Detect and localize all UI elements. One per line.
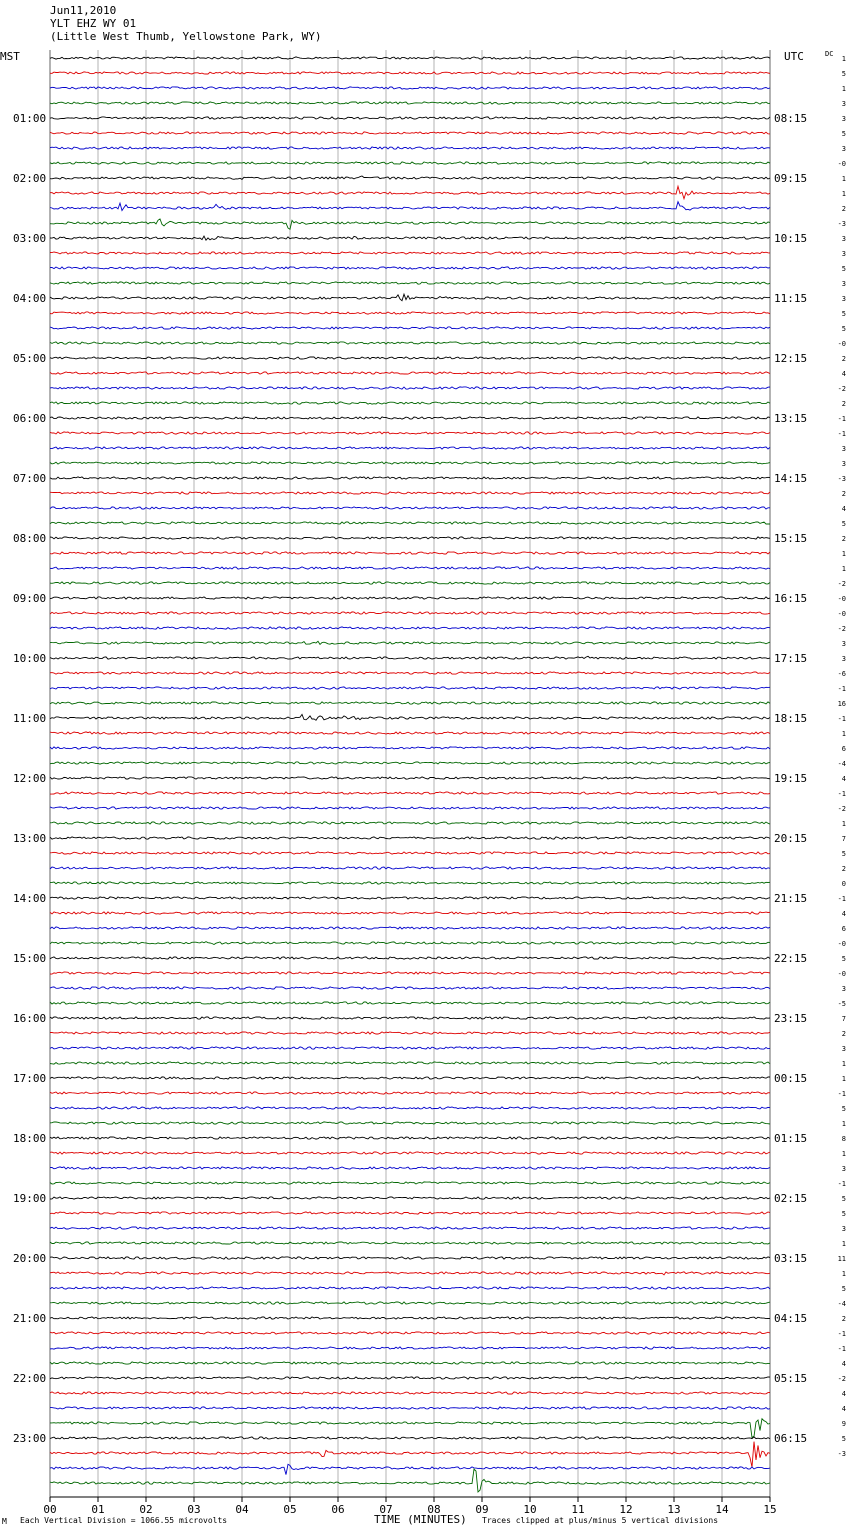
dc-offset-label: 3	[841, 1045, 846, 1053]
trace-line	[50, 1137, 770, 1139]
trace-line	[50, 1197, 770, 1199]
trace-line	[50, 1407, 770, 1409]
x-tick-label: 12	[619, 1503, 633, 1516]
left-hour-labels	[13, 112, 46, 1445]
trace-line	[50, 762, 770, 764]
header-station: YLT EHZ WY 01	[50, 17, 137, 30]
dc-offset-label: -2	[837, 580, 846, 588]
seismic-traces	[50, 57, 770, 1492]
trace-line	[50, 1152, 770, 1154]
trace-line	[50, 477, 770, 479]
left-hour-label: 04:00	[13, 292, 47, 305]
trace-line	[50, 282, 770, 284]
trace-line	[50, 1377, 770, 1379]
trace-line	[50, 987, 770, 989]
dc-offset-label: 6	[841, 925, 846, 933]
dc-offset-label: 3	[841, 1165, 846, 1173]
trace-line	[50, 897, 770, 899]
dc-offset-label: -0	[837, 160, 846, 168]
left-timezone-label: MST	[0, 50, 20, 63]
dc-offset-label: -2	[837, 1375, 846, 1383]
dc-offset-label: 1	[841, 55, 846, 63]
trace-line	[50, 912, 770, 914]
trace-line	[50, 1002, 770, 1004]
right-hour-label: 17:15	[774, 652, 808, 665]
trace-line	[50, 1077, 770, 1079]
dc-offset-labels	[838, 55, 846, 1458]
left-hour-label: 22:00	[13, 1372, 47, 1385]
dc-offset-label: 5	[841, 1195, 846, 1203]
right-hour-label: 21:15	[774, 892, 808, 905]
right-hour-label: 05:15	[774, 1372, 808, 1385]
trace-line	[50, 387, 770, 389]
dc-offset-label: 16	[837, 700, 846, 708]
right-hour-label: 04:15	[774, 1312, 808, 1325]
dc-offset-label: -3	[837, 1450, 846, 1458]
right-hour-label: 01:15	[774, 1132, 808, 1145]
trace-line	[50, 507, 770, 509]
right-hour-label: 03:15	[774, 1252, 808, 1265]
trace-line	[50, 882, 770, 884]
trace-line	[50, 627, 770, 629]
trace-line	[50, 1122, 770, 1124]
trace-line	[50, 462, 770, 464]
dc-offset-label: 3	[841, 655, 846, 663]
dc-offset-label: 5	[841, 1105, 846, 1113]
dc-offset-label: -1	[837, 1180, 846, 1188]
right-hour-label: 19:15	[774, 772, 808, 785]
dc-offset-label: 2	[841, 535, 846, 543]
trace-line	[50, 822, 770, 824]
x-tick-label: 09	[475, 1503, 489, 1516]
dc-offset-label: 1	[841, 85, 846, 93]
trace-line	[50, 186, 770, 198]
dc-offset-label: 5	[841, 1285, 846, 1293]
trace-line	[50, 807, 770, 809]
trace-line	[50, 147, 770, 149]
trace-line	[50, 1317, 770, 1319]
dc-offset-label: 3	[841, 460, 846, 468]
dc-offset-label: 1	[841, 175, 846, 183]
trace-line	[50, 567, 770, 569]
dc-offset-label: 1	[841, 1060, 846, 1068]
trace-line	[50, 1437, 770, 1439]
dc-offset-label: -0	[837, 595, 846, 603]
dc-offset-label: -1	[837, 685, 846, 693]
dc-offset-label: 3	[841, 1225, 846, 1233]
dc-offset-label: 5	[841, 325, 846, 333]
trace-line	[50, 1302, 770, 1304]
dc-offset-label: 4	[841, 1360, 846, 1368]
trace-line	[50, 552, 770, 554]
left-hour-label: 14:00	[13, 892, 47, 905]
dc-offset-label: 1	[841, 1075, 846, 1083]
trace-line	[50, 1032, 770, 1034]
trace-line	[50, 117, 770, 119]
dc-offset-label: 11	[837, 1255, 846, 1263]
trace-line	[50, 1464, 770, 1474]
dc-offset-label: 4	[841, 505, 846, 513]
trace-line	[50, 1469, 770, 1492]
trace-line	[50, 1092, 770, 1094]
x-tick-label: 15	[763, 1503, 777, 1516]
trace-line	[50, 1182, 770, 1184]
dc-offset-label: 8	[841, 1135, 846, 1143]
trace-line	[50, 102, 770, 104]
right-hour-label: 08:15	[774, 112, 808, 125]
dc-offset-label: 2	[841, 205, 846, 213]
trace-line	[50, 1392, 770, 1394]
trace-line	[50, 312, 770, 314]
dc-offset-label: 3	[841, 985, 846, 993]
trace-line	[50, 1332, 770, 1334]
dc-offset-label: 7	[841, 1015, 846, 1023]
dc-offset-label: 5	[841, 1210, 846, 1218]
dc-offset-label: 5	[841, 1435, 846, 1443]
dc-offset-label: 4	[841, 775, 846, 783]
trace-line	[50, 1442, 770, 1468]
trace-line	[50, 957, 770, 959]
left-hour-label: 06:00	[13, 412, 47, 425]
dc-offset-label: -1	[837, 790, 846, 798]
trace-line	[50, 372, 770, 374]
x-tick-label: 03	[187, 1503, 201, 1516]
trace-line	[50, 927, 770, 929]
trace-line	[50, 714, 770, 720]
x-tick-label: 11	[571, 1503, 585, 1516]
trace-line	[50, 972, 770, 974]
dc-offset-label: -1	[837, 415, 846, 423]
dc-offset-label: -0	[837, 970, 846, 978]
right-hour-label: 18:15	[774, 712, 808, 725]
dc-offset-label: 1	[841, 730, 846, 738]
trace-line	[50, 1017, 770, 1019]
dc-offset-label: 5	[841, 955, 846, 963]
left-hour-label: 20:00	[13, 1252, 47, 1265]
x-tick-label: 00	[43, 1503, 57, 1516]
dc-offset-label: 3	[841, 100, 846, 108]
dc-offset-label: 3	[841, 295, 846, 303]
dc-offset-label: -3	[837, 475, 846, 483]
right-timezone-label: UTC	[784, 50, 804, 63]
trace-line	[50, 702, 770, 704]
right-hour-label: 00:15	[774, 1072, 808, 1085]
x-tick-label: 07	[379, 1503, 393, 1516]
trace-line	[50, 202, 770, 211]
dc-offset-label: 1	[841, 190, 846, 198]
trace-line	[50, 357, 770, 359]
x-tick-label: 02	[139, 1503, 153, 1516]
trace-line	[50, 1107, 770, 1109]
trace-line	[50, 1062, 770, 1064]
right-hour-label: 23:15	[774, 1012, 808, 1025]
dc-header-label: DC	[825, 50, 834, 58]
trace-line	[50, 582, 770, 584]
trace-line	[50, 417, 770, 419]
trace-line	[50, 792, 770, 794]
trace-line	[50, 432, 770, 434]
dc-offset-label: 3	[841, 235, 846, 243]
trace-line	[50, 1347, 770, 1349]
trace-line	[50, 777, 770, 779]
dc-offset-label: 3	[841, 145, 846, 153]
left-hour-label: 07:00	[13, 472, 47, 485]
trace-line	[50, 1272, 770, 1275]
left-hour-label: 15:00	[13, 952, 47, 965]
dc-offset-label: 1	[841, 820, 846, 828]
trace-line	[50, 1362, 770, 1364]
dc-offset-label: 3	[841, 445, 846, 453]
right-hour-label: 16:15	[774, 592, 808, 605]
dc-offset-label: 5	[841, 70, 846, 78]
right-hour-label: 22:15	[774, 952, 808, 965]
trace-line	[50, 294, 770, 301]
dc-offset-label: 2	[841, 355, 846, 363]
trace-line	[50, 942, 770, 945]
right-hour-label: 12:15	[774, 352, 808, 365]
trace-line	[50, 57, 770, 59]
right-hour-label: 09:15	[774, 172, 808, 185]
dc-offset-label: 5	[841, 130, 846, 138]
trace-line	[50, 176, 770, 179]
dc-offset-label: -0	[837, 340, 846, 348]
dc-offset-label: 3	[841, 280, 846, 288]
trace-line	[50, 522, 770, 524]
dc-offset-label: 0	[841, 880, 846, 888]
dc-offset-label: -1	[837, 1345, 846, 1353]
x-tick-label: 05	[283, 1503, 297, 1516]
dc-offset-label: -1	[837, 430, 846, 438]
trace-line	[50, 132, 770, 134]
trace-line	[50, 747, 770, 749]
trace-line	[50, 1227, 770, 1229]
dc-offset-label: 4	[841, 910, 846, 918]
left-hour-label: 16:00	[13, 1012, 47, 1025]
right-hour-label: 02:15	[774, 1192, 808, 1205]
dc-offset-label: -1	[837, 715, 846, 723]
x-axis-title: TIME (MINUTES)	[374, 1513, 467, 1526]
dc-offset-label: 5	[841, 265, 846, 273]
dc-offset-label: 7	[841, 835, 846, 843]
dc-offset-label: 1	[841, 1120, 846, 1128]
trace-line	[50, 687, 770, 689]
trace-line	[50, 1167, 770, 1169]
left-hour-label: 09:00	[13, 592, 47, 605]
x-tick-label: 01	[91, 1503, 105, 1516]
trace-line	[50, 597, 770, 599]
left-hour-label: 05:00	[13, 352, 47, 365]
dc-offset-label: 2	[841, 865, 846, 873]
dc-offset-label: 4	[841, 1390, 846, 1398]
right-hour-labels	[774, 112, 807, 1445]
left-hour-label: 23:00	[13, 1432, 47, 1445]
header-date: Jun11,2010	[50, 4, 117, 17]
dc-offset-label: 3	[841, 115, 846, 123]
dc-offset-label: 6	[841, 745, 846, 753]
trace-line	[50, 672, 770, 674]
header-location: (Little West Thumb, Yellowstone Park, WY)	[50, 30, 322, 43]
left-hour-label: 01:00	[13, 112, 47, 125]
scale-note: Each Vertical Division = 1066.55 microvolts	[20, 1516, 228, 1525]
dc-offset-label: -2	[837, 385, 846, 393]
left-hour-label: 17:00	[13, 1072, 47, 1085]
trace-line	[50, 236, 770, 240]
trace-line	[50, 641, 770, 644]
right-hour-label: 06:15	[774, 1432, 808, 1445]
trace-line	[50, 656, 770, 659]
trace-line	[50, 492, 770, 494]
right-hour-label: 11:15	[774, 292, 808, 305]
dc-offset-label: 9	[841, 1420, 846, 1428]
x-tick-label: 10	[523, 1503, 537, 1516]
x-tick-label: 14	[715, 1503, 729, 1516]
dc-offset-label: 5	[841, 520, 846, 528]
right-hour-label: 20:15	[774, 832, 808, 845]
dc-offset-label: -6	[837, 670, 846, 678]
trace-line	[50, 267, 770, 269]
x-tick-label: 04	[235, 1503, 249, 1516]
dc-offset-label: -2	[837, 805, 846, 813]
right-hour-label: 15:15	[774, 532, 808, 545]
dc-offset-label: 3	[841, 640, 846, 648]
trace-line	[50, 732, 770, 734]
right-hour-label: 10:15	[774, 232, 808, 245]
trace-line	[50, 867, 770, 869]
dc-offset-label: -3	[837, 220, 846, 228]
trace-line	[50, 219, 770, 229]
x-tick-label: 13	[667, 1503, 681, 1516]
trace-line	[50, 162, 770, 164]
trace-line	[50, 342, 770, 344]
trace-line	[50, 87, 770, 89]
trace-line	[50, 1047, 770, 1049]
x-tick-label: 08	[427, 1503, 441, 1516]
dc-offset-label: 2	[841, 1315, 846, 1323]
dc-offset-label: -4	[837, 760, 846, 768]
trace-line	[50, 72, 770, 74]
dc-offset-label: -1	[837, 1330, 846, 1338]
x-tick-label: 06	[331, 1503, 345, 1516]
dc-offset-label: 4	[841, 1405, 846, 1413]
dc-offset-label: -4	[837, 1300, 846, 1308]
dc-offset-label: 5	[841, 850, 846, 858]
dc-offset-label: 1	[841, 565, 846, 573]
trace-line	[50, 327, 770, 329]
corner-mark: M	[2, 1517, 7, 1526]
trace-line	[50, 1257, 770, 1259]
left-hour-label: 19:00	[13, 1192, 47, 1205]
left-hour-label: 10:00	[13, 652, 47, 665]
clip-note: Traces clipped at plus/minus 5 vertical divisions	[482, 1516, 719, 1525]
dc-offset-label: -5	[837, 1000, 846, 1008]
left-hour-label: 02:00	[13, 172, 47, 185]
trace-line	[50, 852, 770, 854]
dc-offset-label: -1	[837, 895, 846, 903]
right-hour-label: 14:15	[774, 472, 808, 485]
left-hour-label: 11:00	[13, 712, 47, 725]
right-hour-label: 13:15	[774, 412, 808, 425]
trace-line	[50, 837, 770, 839]
left-hour-label: 12:00	[13, 772, 47, 785]
dc-offset-label: 2	[841, 490, 846, 498]
left-hour-label: 13:00	[13, 832, 47, 845]
dc-offset-label: 2	[841, 1030, 846, 1038]
trace-line	[50, 612, 770, 614]
dc-offset-label: -0	[837, 940, 846, 948]
dc-offset-label: 1	[841, 1150, 846, 1158]
dc-offset-label: -2	[837, 625, 846, 633]
trace-line	[50, 1419, 770, 1438]
left-hour-label: 21:00	[13, 1312, 47, 1325]
dc-offset-label: 5	[841, 310, 846, 318]
trace-line	[50, 1242, 770, 1244]
trace-line	[50, 1287, 770, 1289]
dc-offset-label: -1	[837, 1090, 846, 1098]
dc-offset-label: 1	[841, 1240, 846, 1248]
trace-line	[50, 447, 770, 449]
trace-line	[50, 402, 770, 404]
trace-line	[50, 252, 770, 254]
dc-offset-label: 2	[841, 400, 846, 408]
left-hour-label: 08:00	[13, 532, 47, 545]
dc-offset-label: -0	[837, 610, 846, 618]
dc-offset-label: 1	[841, 1270, 846, 1278]
dc-offset-label: 1	[841, 550, 846, 558]
trace-line	[50, 537, 770, 539]
left-hour-label: 18:00	[13, 1132, 47, 1145]
dc-offset-label: 4	[841, 370, 846, 378]
left-hour-label: 03:00	[13, 232, 47, 245]
trace-line	[50, 1212, 770, 1214]
dc-offset-label: 3	[841, 250, 846, 258]
